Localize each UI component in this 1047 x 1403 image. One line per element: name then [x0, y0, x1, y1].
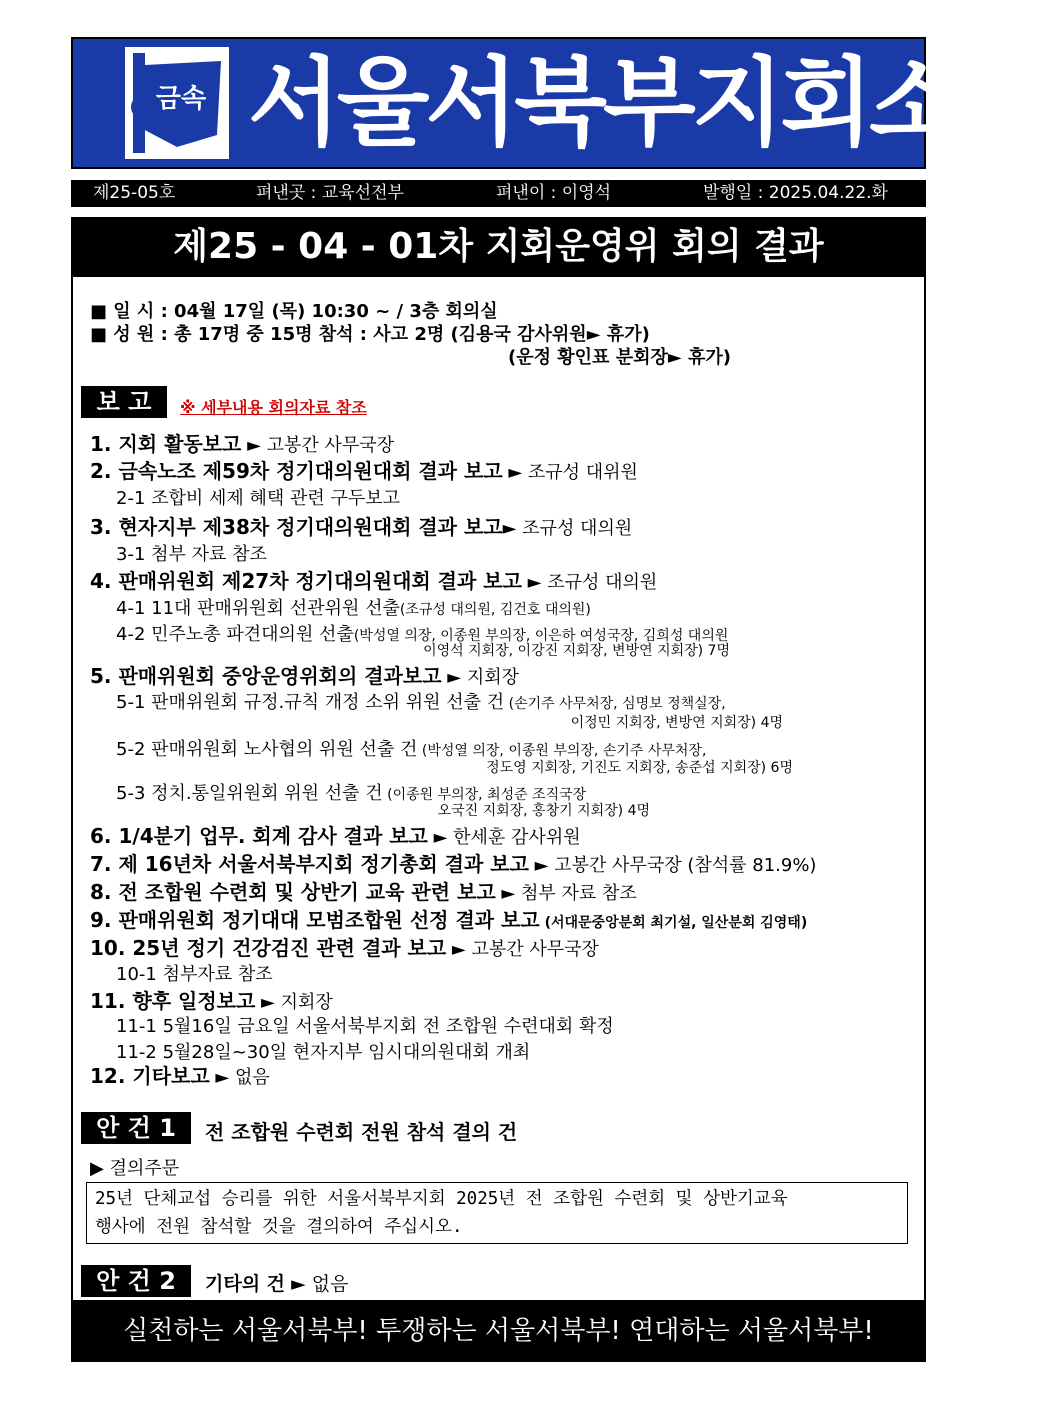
report-subitem-detail: (조규성 대의원, 김건호 대의원): [399, 602, 591, 618]
logo-text: 금속: [155, 84, 207, 114]
motion-line-1: 25년 단체교섭 승리를 위한 서울서북부지회 2025년 전 조합원 수련회 및 상반기교육: [95, 1189, 788, 1209]
report-item-assignee: ► 한세훈 감사위원: [427, 827, 581, 848]
motion-label: ▶ 결의주문: [90, 1158, 180, 1179]
publisher: 펴낸곳 : 교육선전부: [256, 183, 404, 203]
report-item-title: 8. 전 조합원 수련회 및 상반기 교육 관련 보고: [90, 880, 496, 904]
meeting-when: ■ 일 시 : 04월 17일 (목) 10:30 ~ / 3층 회의실: [90, 301, 498, 322]
report-item: [90, 660, 519, 689]
report-item: [116, 484, 400, 510]
report-detail-continued: 오국진 지회장, 홍창기 지회장) 4명: [437, 803, 650, 819]
report-item-title: 1. 지회 활동보고: [90, 432, 242, 456]
report-item-assignee: ► 조규성 대의원: [502, 518, 633, 539]
report-subitem-detail: (박성열 의장, 이종원 부의장, 손기주 사무처장,: [417, 743, 707, 759]
report-item: [486, 757, 793, 777]
report-subitem-detail: (박성열 의장, 이종원 부의장, 이은하 여성국장, 김희성 대의원: [353, 628, 729, 644]
report-item-title: 2. 금속노조 제59차 정기대의원대회 결과 보고: [90, 459, 503, 483]
report-item-title: 9. 판매위원회 정기대대 모범조합원 선정 결과 보고: [90, 908, 540, 932]
report-item: [90, 904, 807, 933]
report-item: [90, 511, 632, 540]
report-subitem: 3-1 첨부 자료 참조: [116, 544, 267, 565]
report-item: [116, 1012, 614, 1038]
agenda1-title: 전 조합원 수련회 전원 참석 결의 건: [205, 1120, 518, 1144]
report-item-detail: (서대문중앙분회 최기설, 일산분회 김영태): [539, 915, 808, 931]
report-item: [438, 800, 650, 820]
report-detail-continued: 정도영 지회장, 기진도 지회장, 송준섭 지회장) 6명: [486, 760, 793, 776]
agenda2-tag: 안 건 2: [81, 1265, 191, 1297]
report-subitem-detail: (손기주 사무처장, 심명보 정책실장,: [504, 696, 726, 712]
report-subitem: 5-2 판매위원회 노사협의 위원 선출 건: [116, 739, 418, 760]
motion-box: [86, 1182, 908, 1244]
report-subitem: 11-2 5월28일~30일 현자지부 임시대의원대회 개최: [116, 1042, 531, 1063]
report-item-assignee: ► 조규성 대위원: [502, 462, 638, 483]
report-item-title: 7. 제 16년차 서울서북부지회 정기총회 결과 보고: [90, 852, 529, 876]
masthead-title: 서울서북부지회소식: [248, 47, 1047, 159]
report-subitem-detail: (이종원 부의장, 최성준 조직국장: [382, 787, 587, 803]
publish-date: 발행일 : 2025.04.22.화: [703, 183, 888, 203]
agenda2-title: 기타의 건: [205, 1273, 286, 1295]
report-item: [571, 712, 783, 732]
report-item-title: 6. 1/4분기 업무. 회계 감사 결과 보고: [90, 824, 428, 848]
report-item-title: 10. 25년 정기 건강검진 관련 결과 보고: [90, 936, 447, 960]
report-subitem: 11-1 5월16일 금요일 서울서북부지회 전 조합원 수련대회 확정: [116, 1016, 614, 1037]
page-title: 제25 - 04 - 01차 지회운영위 회의 결과: [71, 217, 926, 277]
report-item: [423, 640, 730, 660]
report-item-assignee: ► 고봉간 사무국장: [241, 435, 395, 456]
report-subitem: 10-1 첨부자료 참조: [116, 964, 273, 985]
report-item: [90, 985, 333, 1014]
report-item-title: 4. 판매위원회 제27차 정기대의원대회 결과 보고: [90, 569, 522, 593]
report-item: [90, 1060, 270, 1089]
report-subitem: 4-2 민주노총 파견대의원 선출: [116, 624, 354, 645]
report-item: [90, 565, 657, 594]
report-item-assignee: ► 조규성 대의원: [521, 572, 658, 593]
report-item-assignee: ► 고봉간 사무국장: [446, 939, 599, 960]
meeting-members-cont: (운정 황인표 분회장► 휴가): [508, 347, 731, 368]
report-note: ※ 세부내용 회의자료 참조: [180, 398, 367, 417]
report-item-assignee: ► 지회장: [441, 667, 519, 688]
agenda2-line: [205, 1269, 348, 1296]
issue-number: 제25-05호: [93, 183, 176, 203]
agenda1-tag: 안 건 1: [81, 1112, 191, 1144]
report-item: [116, 688, 726, 714]
report-item-title: 11. 향후 일정보고: [90, 989, 256, 1013]
report-item: [90, 820, 581, 849]
report-item: [116, 960, 273, 986]
motion-line-2: 행사에 전원 참석할 것을 결의하여 주십시오.: [95, 1217, 463, 1237]
report-detail-continued: 이정민 지회장, 변방연 지회장) 4명: [570, 715, 783, 731]
agenda2-result: ► 없음: [285, 1273, 349, 1295]
report-item: [90, 848, 816, 877]
report-item-title: 3. 현자지부 제38차 정기대의원대회 결과 보고: [90, 515, 503, 539]
report-item-assignee: ► 지회장: [255, 992, 333, 1013]
report-item-title: 12. 기타보고: [90, 1064, 210, 1088]
report-item-title: 5. 판매위원회 중앙운영위회의 결과보고: [90, 664, 442, 688]
report-item: [90, 455, 638, 484]
footer-slogan: 실천하는 서울서북부! 투쟁하는 서울서북부! 연대하는 서울서북부!: [71, 1300, 926, 1362]
report-tag: 보 고: [81, 386, 167, 418]
report-item: [90, 932, 599, 961]
report-item: [116, 594, 591, 620]
report-subitem: 5-1 판매위원회 규정.규칙 개정 소위 위원 선출 건: [116, 692, 505, 713]
report-item-assignee: ► 없음: [209, 1067, 270, 1088]
report-item: [90, 876, 637, 905]
editor: 펴낸이 : 이영석: [496, 183, 612, 203]
report-item: [116, 540, 267, 566]
report-subitem: 4-1 11대 판매위원회 선관위원 선출: [116, 598, 400, 619]
report-item-assignee: ► 첨부 자료 참조: [495, 883, 637, 904]
union-logo-icon: [125, 47, 229, 159]
report-subitem: 5-3 정치.통일위원회 위원 선출 건: [116, 783, 383, 804]
issue-info-bar: [71, 180, 926, 207]
report-subitem: 2-1 조합비 세제 혜택 관련 구두보고: [116, 488, 401, 509]
report-item: [90, 428, 394, 457]
masthead-banner: [71, 37, 1047, 169]
report-detail-continued: 이영석 지회장, 이강진 지회장, 변방연 지회장) 7명: [423, 643, 730, 659]
meeting-members: ■ 성 원 : 총 17명 중 15명 참석 : 사고 2명 (김용국 감사위원► 휴가): [90, 324, 650, 345]
report-item-assignee: ► 고봉간 사무국장 (참석률 81.9%): [528, 855, 817, 876]
